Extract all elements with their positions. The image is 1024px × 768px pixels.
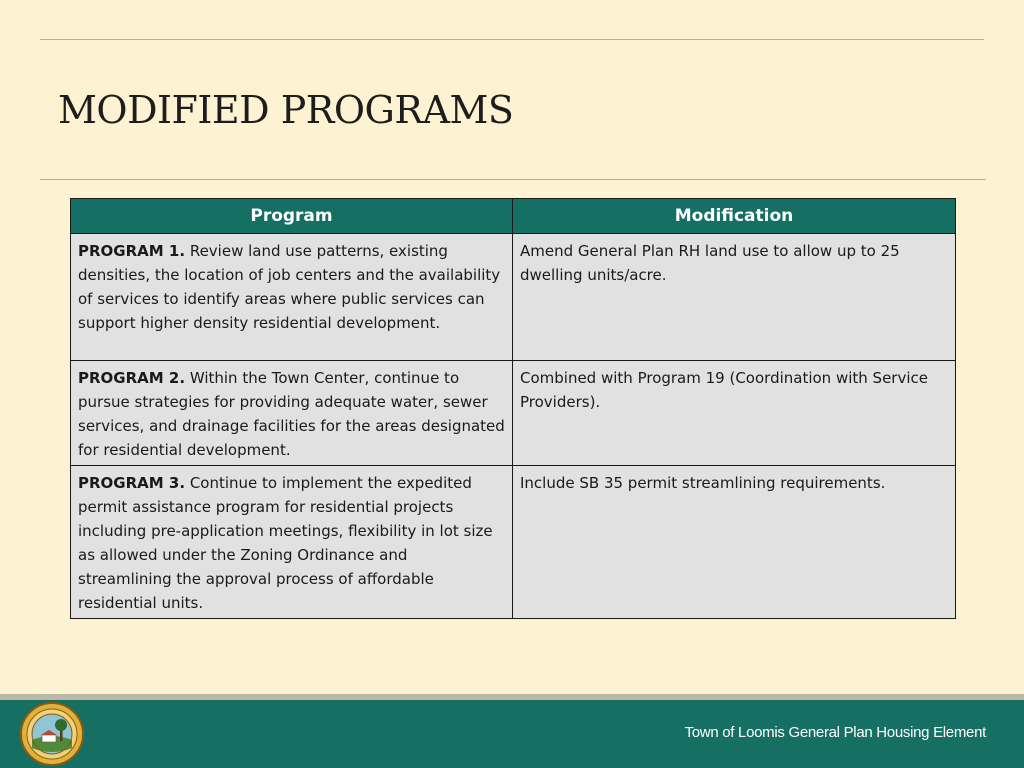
table-row	[71, 466, 956, 619]
program-number: PROGRAM 3.	[78, 474, 186, 492]
modification-cell: Combined with Program 19 (Coordination with Service Providers).	[513, 361, 956, 466]
modification-cell: Include SB 35 permit streamlining requirements.	[513, 466, 956, 619]
page-title: MODIFIED PROGRAMS	[58, 88, 514, 132]
table-row	[71, 234, 956, 361]
program-number: PROGRAM 2.	[78, 369, 186, 387]
town-seal-icon	[20, 702, 84, 766]
program-cell	[71, 466, 513, 619]
footer-bar	[0, 700, 1024, 768]
footer-title: Town of Loomis General Plan Housing Element	[684, 724, 986, 741]
program-cell	[71, 361, 513, 466]
table-header-row	[71, 199, 956, 234]
title-divider	[40, 179, 986, 180]
programs-table	[70, 198, 956, 619]
program-description: Continue to implement the expedited permit assistance program for residential projects including pre-application meetings, flexibility in lot size as allowed under the Zoning Ordinance and streamlining the approval process of affordable residential units.	[78, 474, 493, 612]
program-description: Within the Town Center, continue to pursue strategies for providing adequate water, sewer services, and drainage facilities for the areas designated for residential development.	[78, 369, 505, 459]
program-description: Review land use patterns, existing densities, the location of job centers and the availability of services to identify areas where public services can support higher density residential development.	[78, 242, 501, 332]
column-header-modification: Modification	[513, 199, 956, 234]
modification-cell: Amend General Plan RH land use to allow up to 25 dwelling units/acre.	[513, 234, 956, 361]
program-cell	[71, 234, 513, 361]
column-header-program: Program	[71, 199, 513, 234]
program-number: PROGRAM 1.	[78, 242, 186, 260]
top-divider	[40, 39, 984, 40]
table-row	[71, 361, 956, 466]
